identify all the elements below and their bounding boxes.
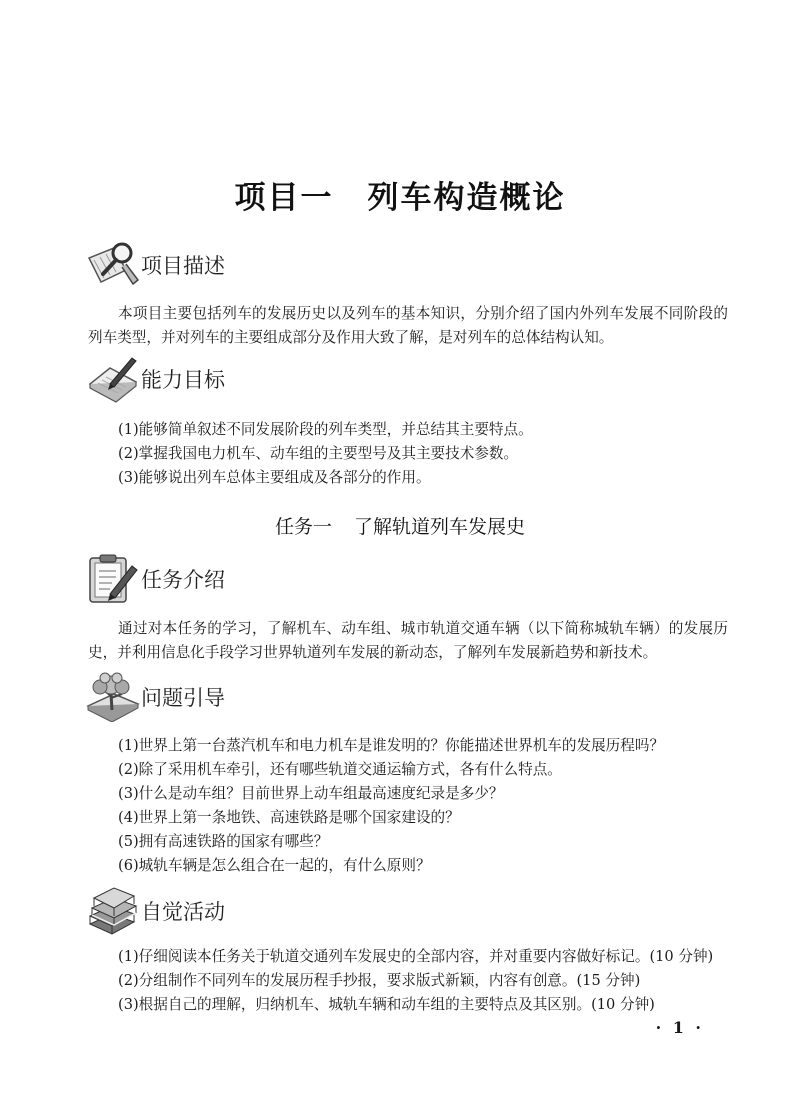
section-title-description: 项目描述 [141,254,225,278]
list-item: (2)除了采用机车牵引，还有哪些轨道交通运输方式，各有什么特点。 [118,761,562,778]
questions-list [118,734,664,878]
task-name: 了解轨道列车发展史 [354,516,526,538]
section-title-activities: 自觉活动 [141,900,225,924]
clipboard-pencil-icon [86,554,140,604]
activities-list [118,945,713,1017]
list-item: (2)掌握我国电力机车、动车组的主要型号及其主要技术参数。 [118,445,519,462]
task-title [0,512,800,539]
list-item: (1)世界上第一台蒸汽机车和电力机车是谁发明的？你能描述世界机车的发展历程吗？ [118,737,665,754]
magnifier-document-icon [86,240,140,290]
page-number: · 1 · [655,1018,704,1037]
list-item: (3)什么是动车组？目前世界上动车组最高速度纪录是多少？ [118,785,504,802]
list-item: (1)能够简单叙述不同发展阶段的列车类型，并总结其主要特点。 [118,421,533,438]
intro-paragraph: 通过对本任务的学习，了解机车、动车组、城市轨道交通车辆（以下简称城轨车辆）的发展历史，并利用信息化手段学习世界轨道列车发展的新动态，了解列车发展新趋势和新技术。 [88,620,728,661]
list-item: (6)城轨车辆是怎么组合在一起的，有什么原则？ [118,857,431,874]
list-item: (4)世界上第一条地铁、高速铁路是哪个国家建设的？ [118,809,460,826]
title-part-name: 列车构造概论 [367,180,566,216]
list-item: (1)仔细阅读本任务关于轨道交通列车发展史的全部内容，并对重要内容做好标记。(10 分钟) [118,948,714,965]
book-stack-icon [86,886,140,936]
section-title-goals: 能力目标 [141,368,225,392]
title-part-project: 项目一 [234,180,334,216]
description-paragraph: 本项目主要包括列车的发展历史以及列车的基本知识，分别介绍了国内外列车发展不同阶段的列车类型，并对列车的主要组成部分及作用大致了解，是对列车的总体结构认知。 [88,305,728,346]
tree-book-icon [86,672,140,722]
section-title-questions: 问题引导 [141,686,225,710]
page-title [0,172,800,217]
list-item: (2)分组制作不同列车的发展历程手抄报，要求版式新颖，内容有创意。(15 分钟) [118,972,641,989]
goals-list [118,418,533,490]
pen-notepad-icon [86,354,140,404]
list-item: (3)能够说出列车总体主要组成及各部分的作用。 [118,469,431,486]
task-number: 任务一 [274,516,332,538]
list-item: (5)拥有高速铁路的国家有哪些？ [118,833,329,850]
section-title-intro: 任务介绍 [141,568,225,592]
list-item: (3)根据自己的理解，归纳机车、城轨车辆和动车组的主要特点及其区别。(10 分钟) [118,996,655,1013]
